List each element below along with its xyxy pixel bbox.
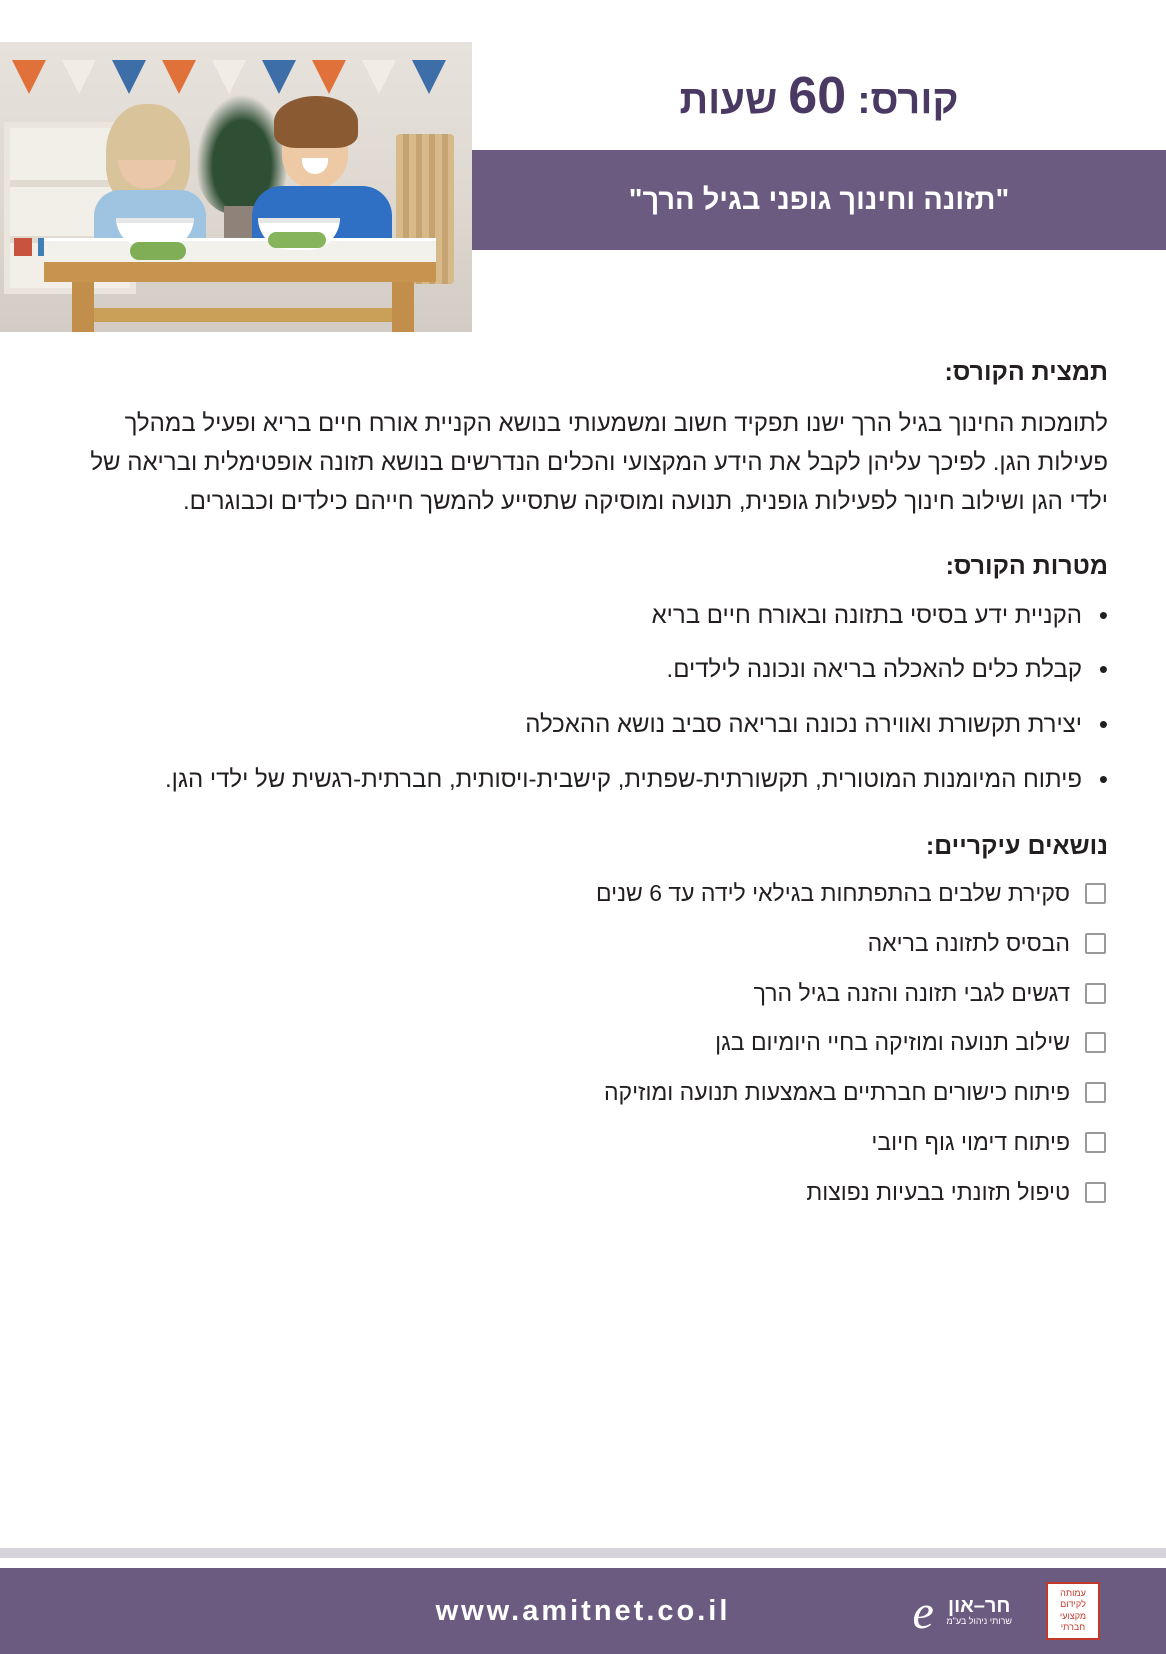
summary-heading: תמצית הקורס: bbox=[944, 358, 1108, 386]
list-item bbox=[58, 1178, 1108, 1208]
checkbox-icon bbox=[1085, 983, 1106, 1004]
photo-flag bbox=[412, 60, 446, 94]
course-hours-unit: שעות bbox=[679, 78, 778, 122]
checkbox-icon bbox=[1085, 933, 1106, 954]
amuta-logo: עמותה לקידום מקצועי חברתי bbox=[1046, 1582, 1100, 1640]
list-item bbox=[58, 979, 1108, 1009]
photo-flag bbox=[162, 60, 196, 94]
summary-text: לתומכות החינוך בגיל הרך ישנו תפקיד חשוב ומשמעותי בנושא הקניית אורח חיים בריא ופעיל במהלך פעילות הגן. לפיכך עליהן לקבל את הידע המקצועי והכלים הנדרשים בנושא תזונה אופטימלית ובריאה של ילדי הגן ושילוב חינוך לפעילות גופנית, תנועה ומוסיקה שתסייע להמשך חייהם כילדים וכבוגרים. bbox=[90, 410, 1108, 515]
echar-subtitle: שרותי ניהול בע"מ bbox=[946, 1616, 1012, 1627]
page-title: "תזונה וחינוך גופני בגיל הרך" bbox=[628, 183, 1010, 216]
photo-table-edge bbox=[44, 262, 436, 282]
photo-flag bbox=[112, 60, 146, 94]
checkbox-icon bbox=[1085, 1082, 1106, 1103]
photo-bunting bbox=[0, 60, 472, 106]
photo-table-brace bbox=[90, 308, 396, 322]
topics-list bbox=[58, 879, 1108, 1208]
topic-text: טיפול תזונתי בבעיות נפוצות bbox=[806, 1179, 1070, 1206]
photo-flag bbox=[262, 60, 296, 94]
course-hours bbox=[472, 42, 1166, 150]
photo-flag bbox=[62, 60, 96, 94]
photo-child-hair bbox=[274, 96, 358, 148]
topic-text: פיתוח דימוי גוף חיובי bbox=[871, 1129, 1070, 1156]
course-hours-number: 60 bbox=[788, 67, 847, 125]
footer-logos bbox=[912, 1568, 1100, 1654]
photo-table-top bbox=[44, 238, 436, 265]
echar-e-icon: e bbox=[912, 1586, 934, 1640]
course-title-band bbox=[472, 150, 1166, 250]
website-url[interactable]: www.amitnet.co.il bbox=[435, 1594, 731, 1627]
list-item bbox=[58, 653, 1108, 688]
goal-text: יצירת תקשורת ואווירה נכונה ובריאה סביב נושא ההאכלה bbox=[525, 711, 1082, 739]
checkbox-icon bbox=[1085, 1032, 1106, 1053]
topic-text: הבסיס לתזונה בריאה bbox=[867, 929, 1070, 956]
page-footer bbox=[0, 1568, 1166, 1654]
photo-flag bbox=[12, 60, 46, 94]
topic-text: פיתוח כישורים חברתיים באמצעות תנועה ומוזיקה bbox=[603, 1079, 1070, 1106]
list-item bbox=[58, 708, 1108, 743]
main-content bbox=[0, 352, 1166, 1228]
page-header bbox=[0, 0, 1166, 345]
echar-name: חר–און bbox=[948, 1595, 1011, 1618]
list-item bbox=[58, 599, 1108, 634]
photo-flag bbox=[212, 60, 246, 94]
topic-text: סקירת שלבים בהתפתחות בגילאי לידה עד 6 שנים bbox=[595, 879, 1070, 906]
goal-text: קבלת כלים להאכלה בריאה ונכונה לילדים. bbox=[666, 656, 1082, 684]
checkbox-icon bbox=[1085, 883, 1106, 904]
photo-vegetables bbox=[130, 242, 186, 260]
photo-table-leg bbox=[392, 282, 414, 332]
course-hours-prefix: קורס: bbox=[857, 78, 959, 122]
topics-heading: נושאים עיקריים: bbox=[925, 831, 1108, 860]
photo-child-fringe bbox=[112, 118, 182, 160]
list-item bbox=[58, 763, 1108, 798]
checkbox-icon bbox=[1085, 1132, 1106, 1153]
footer-divider bbox=[0, 1548, 1166, 1558]
echar-on-logo bbox=[912, 1586, 1012, 1640]
list-item bbox=[58, 1028, 1108, 1058]
photo-toy bbox=[14, 238, 32, 256]
checkbox-icon bbox=[1085, 1182, 1106, 1203]
list-item bbox=[58, 929, 1108, 959]
topic-text: שילוב תנועה ומוזיקה בחיי היומיום בגן bbox=[715, 1029, 1070, 1056]
photo-flag bbox=[362, 60, 396, 94]
list-item bbox=[58, 879, 1108, 909]
goal-text: פיתוח המיומנות המוטורית, תקשורתית-שפתית, קישבית-ויסותית, חברתית-רגשית של ילדי הגן. bbox=[164, 766, 1082, 794]
photo-flag bbox=[312, 60, 346, 94]
hero-photo bbox=[0, 42, 472, 332]
list-item bbox=[58, 1128, 1108, 1158]
list-item bbox=[58, 1078, 1108, 1108]
goal-text: הקניית ידע בסיסי בתזונה ובאורח חיים בריא bbox=[651, 601, 1082, 629]
topic-text: דגשים לגבי תזונה והזנה בגיל הרך bbox=[753, 979, 1070, 1006]
goals-list bbox=[58, 599, 1108, 798]
photo-table-leg bbox=[72, 282, 94, 332]
goals-heading: מטרות הקורס: bbox=[945, 551, 1108, 580]
photo-vegetables bbox=[268, 232, 326, 248]
